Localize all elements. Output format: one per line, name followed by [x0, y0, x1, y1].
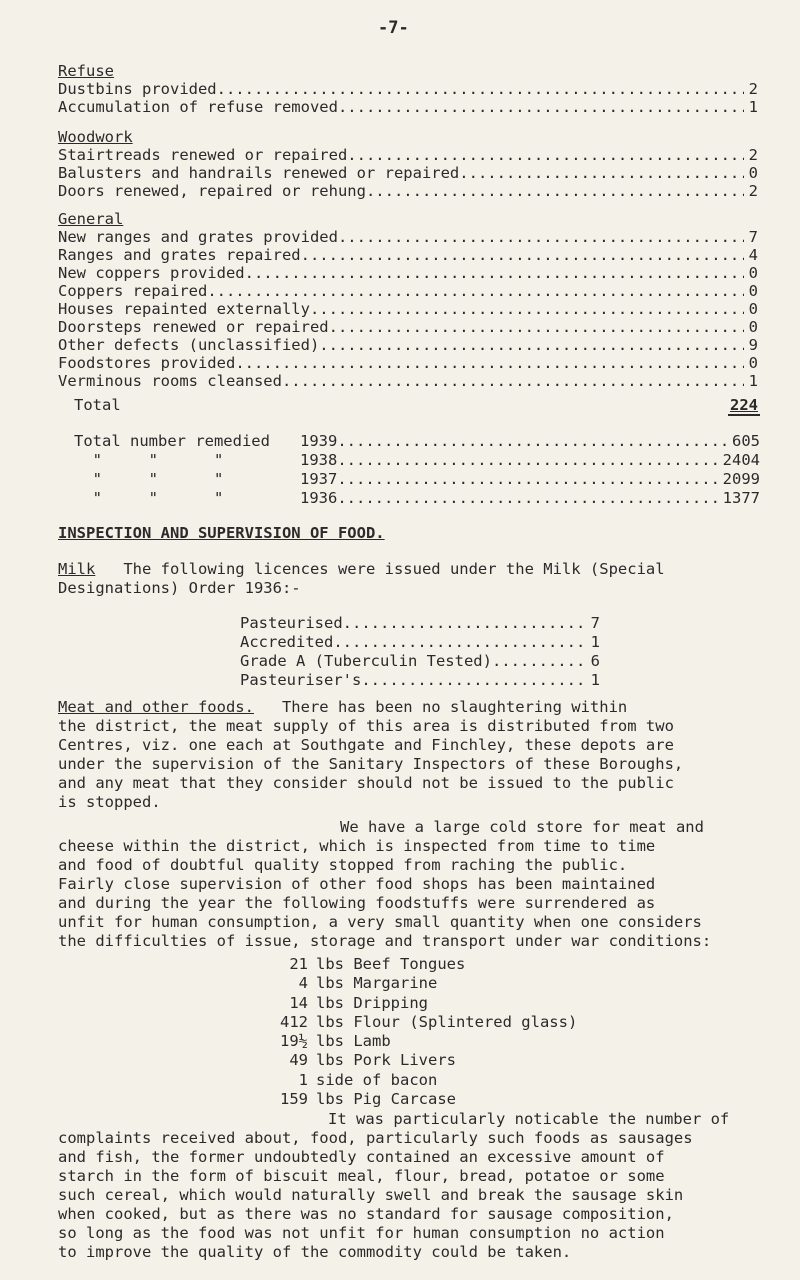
list-item: Pasteuriser's ..... 1 [240, 671, 600, 690]
list-item: Verminous rooms cleansed ..... 1 [58, 372, 758, 390]
meat-label: Meat and other foods. [58, 698, 254, 716]
woodwork-section [58, 128, 758, 200]
list-item: Stairtreads renewed or repaired ..... 2 [58, 146, 758, 164]
total-label: Total [74, 396, 121, 414]
total-row [74, 396, 760, 416]
meat-paragraph-3: It was particularly noticable the number of complaints received about, food, particularly such foods as sausages and fish, the former undoubtedly contained an excessive amount of starch in the form of biscuit meal, flour, bread, potatoe or some such cereal, which would naturally swell and break the sausage skin when cooked, but as there was no standard for sausage composition, so long as the food was not unfit for human consumption no action to improve the quality of the commodity could be taken. [58, 1110, 730, 1261]
refuse-heading: Refuse [58, 62, 114, 80]
milk-paragraph: Milk The following licences were issued under the Milk (Special Designations) Order 1936:- [58, 560, 665, 597]
list-item: 49 lbs Pork Livers [289, 1051, 456, 1070]
list-item: " " " 1937 ..... 2099 [74, 470, 760, 489]
page-number: -7- [378, 18, 409, 38]
list-item: Doors renewed, repaired or rehung ..... 2 [58, 182, 758, 200]
list-item: Grade A (Tuberculin Tested) ..... 6 [240, 652, 600, 671]
list-item: Total number remedied 1939 ..... 605 [74, 432, 760, 451]
general-heading: General [58, 210, 124, 228]
list-item: Pasteurised ..... 7 [240, 614, 600, 633]
inspection-heading: INSPECTION AND SUPERVISION OF FOOD. [58, 524, 385, 542]
list-item: Foodstores provided ..... 0 [58, 354, 758, 372]
list-item: 412 lbs Flour (Splintered glass) [280, 1012, 578, 1031]
meat-paragraph-1: Meat and other foods. There has been no slaughtering within the district, the meat supply of this area is distributed from two Centres, viz. one each at Southgate and Finchley, these depots are under the supervision of the Sanitary Inspectors of these Boroughs, and any meat that they consider should not be issued to the public is stopped. [58, 698, 684, 811]
list-item: 19½ lbs Lamb [280, 1032, 391, 1051]
list-item: Houses repainted externally ..... 0 [58, 300, 758, 318]
list-item: New ranges and grates provided ..... 7 [58, 228, 758, 246]
list-item: " " " 1936 ..... 1377 [74, 489, 760, 508]
list-item: Coppers repaired ..... 0 [58, 282, 758, 300]
refuse-section [58, 62, 758, 116]
list-item: Balusters and handrails renewed or repaired ..... 0 [58, 164, 758, 182]
list-item: Accredited ..... 1 [240, 633, 600, 652]
foodstuffs-list [260, 955, 577, 1109]
list-item: Dustbins provided ..... 2 [58, 80, 758, 98]
list-item: Ranges and grates repaired ..... 4 [58, 246, 758, 264]
list-item: New coppers provided ..... 0 [58, 264, 758, 282]
woodwork-heading: Woodwork [58, 128, 133, 146]
general-section [58, 210, 758, 390]
list-item: Accumulation of refuse removed ..... 1 [58, 98, 758, 116]
list-item: " " " 1938 ..... 2404 [74, 451, 760, 470]
milk-label: Milk [58, 560, 96, 578]
list-item: Other defects (unclassified) ..... 9 [58, 336, 758, 354]
list-item: 21 lbs Beef Tongues [289, 955, 466, 973]
remedied-list [74, 432, 760, 508]
list-item: 4 lbs Margarine [298, 974, 438, 993]
total-value: 224 [730, 396, 758, 414]
list-item: 14 lbs Dripping [289, 993, 428, 1012]
meat-paragraph-2: We have a large cold store for meat and cheese within the district, which is inspected from time to time and food of doubtful quality stopped from raching the public. Fairly close supervision of other food shops has been maintained and during the year the following foodstuffs were surrendered as unfit for human consumption, a very small quantity when one considers the difficulties of issue, storage and transport under war conditions: [58, 818, 712, 950]
list-item: 1 side of bacon [298, 1070, 438, 1089]
list-item: 159 lbs Pig Carcase [280, 1090, 456, 1109]
list-item: Doorsteps renewed or repaired ..... 0 [58, 318, 758, 336]
milk-licence-list [240, 614, 600, 690]
